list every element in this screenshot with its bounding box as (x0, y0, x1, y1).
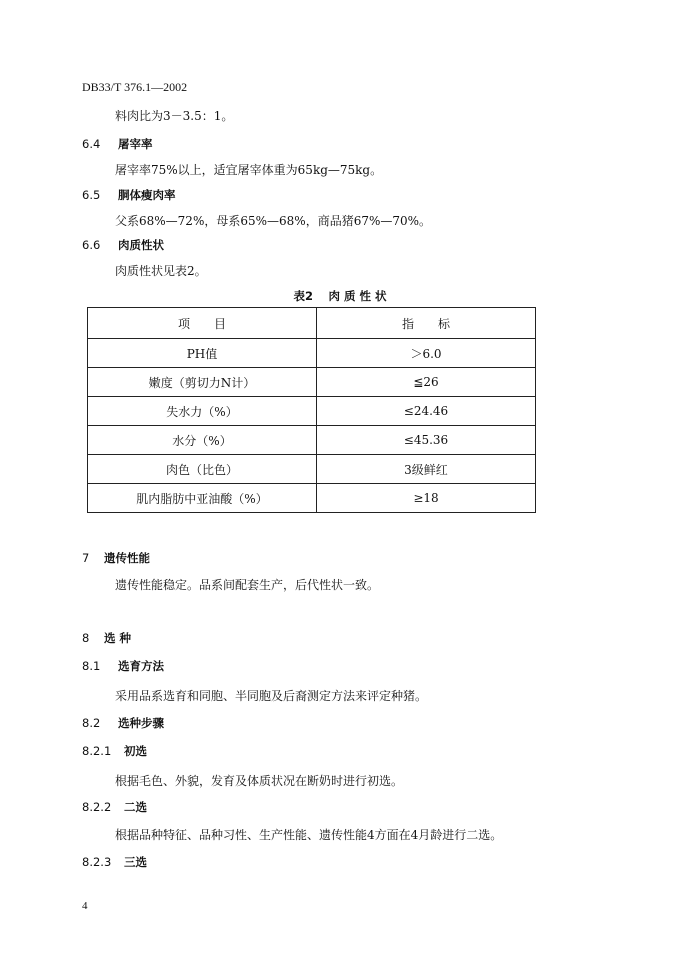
section-title: 肉质性状 (118, 238, 164, 252)
section-title: 三选 (124, 855, 147, 869)
row-item: 肉色（比色） (88, 455, 317, 484)
section-6-6-text: 肉质性状见表2。 (115, 264, 207, 278)
section-6-6-heading (82, 237, 164, 253)
section-number: 7 (82, 551, 90, 565)
section-title: 胴体瘦肉率 (118, 188, 176, 202)
section-8-2-heading (82, 715, 164, 731)
section-number: 8.1 (82, 659, 101, 673)
table-row (88, 455, 536, 484)
row-value: ≤45.36 (317, 426, 536, 455)
section-6-5-heading (82, 187, 176, 203)
page-number: 4 (82, 900, 88, 912)
section-7-text: 遗传性能稳定。品系间配套生产，后代性状一致。 (115, 578, 380, 592)
section-8-2-1-heading (82, 743, 147, 759)
row-value: ≤24.46 (317, 397, 536, 426)
row-value: ＞6.0 (317, 339, 536, 368)
section-number: 6.4 (82, 137, 101, 151)
table-row (88, 397, 536, 426)
section-title: 选种步骤 (118, 716, 164, 730)
feed-ratio-text: 料肉比为3－3.5：1。 (115, 109, 234, 123)
row-item: PH值 (88, 339, 317, 368)
section-title: 选育方法 (118, 659, 164, 673)
section-8-2-1-text: 根据毛色、外貌，发育及体质状况在断奶时进行初选。 (115, 774, 404, 788)
section-title: 二选 (124, 800, 147, 814)
section-7-heading (82, 550, 150, 566)
section-8-1-heading (82, 658, 164, 674)
table-row (88, 339, 536, 368)
section-title: 屠宰率 (118, 137, 153, 151)
section-8-2-3-heading (82, 854, 147, 870)
section-title: 遗传性能 (104, 551, 150, 565)
section-number: 8.2.2 (82, 800, 112, 814)
section-8-2-2-heading (82, 799, 147, 815)
row-value: 3级鲜红 (317, 455, 536, 484)
meat-quality-table (87, 307, 536, 513)
row-item: 水分（%） (88, 426, 317, 455)
section-8-heading (82, 630, 131, 646)
section-6-4-heading (82, 136, 153, 152)
row-value: ≥18 (317, 484, 536, 513)
document-code: DB33/T 376.1—2002 (82, 80, 188, 94)
section-number: 8.2 (82, 716, 101, 730)
section-6-4-text: 屠宰率75%以上，适宜屠宰体重为65kg—75kg。 (115, 163, 383, 177)
table-caption: 表2 肉 质 性 状 (293, 289, 387, 303)
section-number: 8.2.3 (82, 855, 112, 869)
section-number: 8.2.1 (82, 744, 112, 758)
section-8-1-text: 采用品系选育和同胞、半同胞及后裔测定方法来评定种猪。 (115, 689, 428, 703)
header-item: 项 目 (88, 308, 317, 339)
section-number: 6.6 (82, 238, 101, 252)
header-indicator: 指 标 (317, 308, 536, 339)
section-6-5-text: 父系68%—72%，母系65%—68%，商品猪67%—70%。 (115, 214, 432, 228)
section-8-2-2-text: 根据品种特征、品种习性、生产性能、遗传性能4方面在4月龄进行二选。 (115, 828, 503, 842)
row-value: ≦26 (317, 368, 536, 397)
table-row (88, 368, 536, 397)
row-item: 嫩度（剪切力N计） (88, 368, 317, 397)
row-item: 肌内脂肪中亚油酸（%） (88, 484, 317, 513)
table-row (88, 426, 536, 455)
section-title: 选 种 (104, 631, 132, 645)
table-header-row (88, 308, 536, 339)
row-item: 失水力（%） (88, 397, 317, 426)
section-title: 初选 (124, 744, 147, 758)
section-number: 8 (82, 631, 90, 645)
table-row (88, 484, 536, 513)
section-number: 6.5 (82, 188, 101, 202)
